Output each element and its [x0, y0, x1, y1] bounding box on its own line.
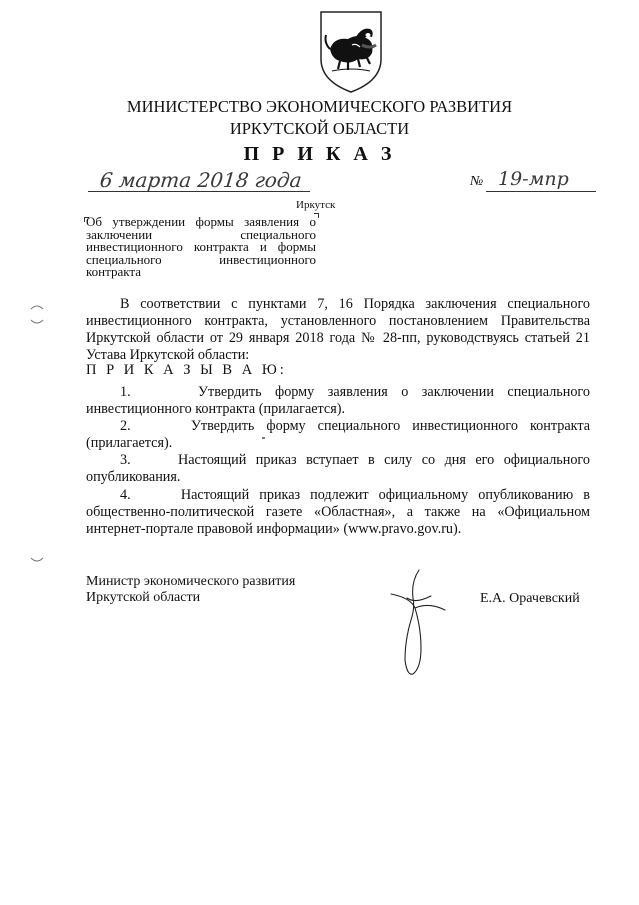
ministry-name-line2: ИРКУТСКОЙ ОБЛАСТИ	[229, 119, 410, 138]
order-item-4: 4. Настоящий приказ подлежит официальному опубликованию в общественно-политической газете «Областная», а также на «Официальном интернет-портале правовой информации» (www.pravo.gov.ru).	[86, 487, 590, 537]
coat-of-arms-icon	[318, 9, 384, 95]
city: Иркутск	[296, 199, 336, 211]
handwritten-date: 6 марта 2018 года	[98, 168, 303, 192]
scan-mark	[262, 437, 265, 439]
document-subject: Об утверждении формы заявления о заключении специального инвестиционного контракта и формы специального инвестиционного контракта	[86, 214, 316, 279]
signatory-name: Е.А. Орачевский	[480, 591, 580, 606]
ministry-name-line1: МИНИСТЕРСТВО ЭКОНОМИЧЕСКОГО РАЗВИТИЯ	[126, 97, 513, 116]
document-title: П Р И К А З	[243, 143, 396, 165]
scan-mark	[30, 318, 44, 328]
signatory-position-line1: Министр экономического развития	[86, 574, 296, 589]
order-item-3: 3. Настоящий приказ вступает в силу со дня его официального опубликования.	[86, 452, 590, 485]
number-underline	[486, 191, 596, 192]
order-item-2: 2. Утвердить форму специального инвестиционного контракта (прилагается).	[86, 418, 590, 451]
handwritten-signature-icon	[385, 568, 455, 683]
scan-mark	[30, 301, 44, 311]
preamble-paragraph: В соответствии с пунктами 7, 16 Порядка заключения специального инвестиционного контракта, установленного постановлением Правительства Иркутской области от 29 января 2018 года № 28-пп, руководствуясь статьей 21 Устава Иркутской области:	[86, 296, 590, 363]
scan-mark	[30, 556, 44, 566]
signatory-position-line2: Иркутской области	[86, 590, 201, 605]
order-word: П Р И К А З Ы В А Ю:	[86, 362, 287, 378]
number-label: №	[470, 174, 484, 189]
handwritten-number: 19-мпр	[498, 168, 569, 190]
date-underline	[88, 191, 310, 192]
order-item-1: 1. Утвердить форму заявления о заключении специального инвестиционного контракта (прилагается).	[86, 384, 590, 417]
signatory-position	[86, 574, 295, 606]
